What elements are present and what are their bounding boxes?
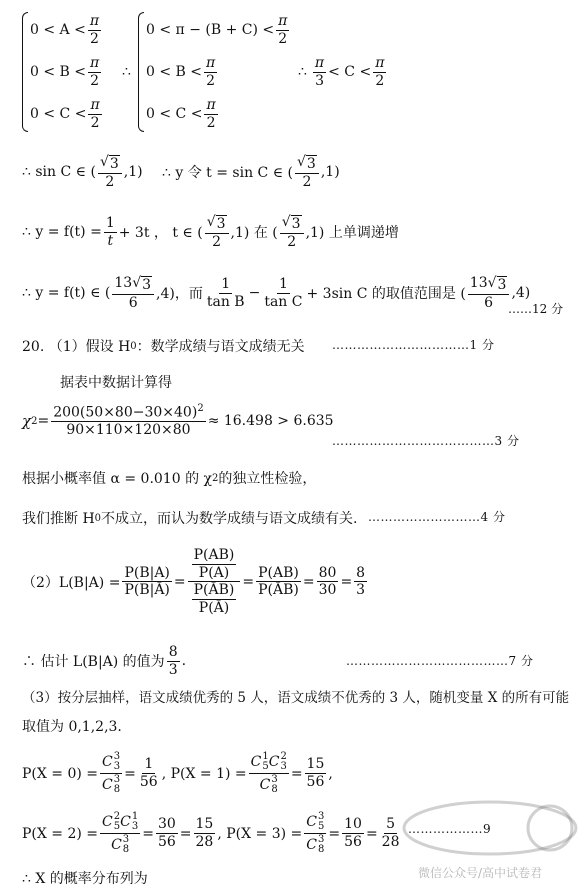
c: C <box>111 836 122 853</box>
30-over-56 <box>156 817 178 849</box>
num: 8 <box>356 564 366 581</box>
sinc-post: ,1) <box>123 164 143 181</box>
sinc-pre: ∴ sin C ∈ ( <box>22 164 96 181</box>
calc-label: 据表中数据计算得 <box>60 375 172 391</box>
one-over-tanb <box>205 277 247 309</box>
den: 2 <box>287 234 297 251</box>
c: C <box>306 836 317 853</box>
chi-result: ≈ 16.498 > 6.635 <box>207 413 334 430</box>
den: 3 <box>356 582 366 599</box>
15-over-56 <box>305 757 327 789</box>
pi-over-2 <box>373 56 386 88</box>
fr-line <box>22 276 530 311</box>
num: π <box>375 55 385 71</box>
pi-over-2 <box>88 98 101 130</box>
8-over-3 <box>167 645 180 677</box>
fr-pre: ∴ y = f(t) ∈ ( <box>22 285 111 302</box>
chi-sup: 2 <box>212 472 219 484</box>
sqrt3-over-2: √ 3 2 <box>205 215 229 250</box>
ft-post: ,1) 上单调递增 <box>305 225 399 242</box>
c-range-mid: < C < <box>328 64 372 81</box>
den: 2 <box>302 174 312 191</box>
den: 28 <box>381 834 400 850</box>
sup: 3 <box>113 774 121 785</box>
5-over-28 <box>380 817 402 849</box>
num: 3 <box>306 156 316 172</box>
sub: 5 <box>318 821 325 832</box>
den: 2 <box>206 114 216 131</box>
c: C <box>102 776 113 793</box>
chi-num: 200(50×80−30×40) <box>53 404 198 421</box>
num: 15 <box>195 816 214 833</box>
ineq-a-text: 0 < A < <box>30 22 86 39</box>
sup: 3 <box>271 774 278 785</box>
num: π <box>206 55 216 71</box>
score-9: ………………9 <box>408 822 492 836</box>
watermark-logo <box>400 798 580 858</box>
therefore-1: ∴ <box>122 64 131 80</box>
watermark-text: 微信公众号/高中试卷君 <box>418 866 543 880</box>
sup: 1 <box>262 751 269 762</box>
c52c31-over-c83 <box>100 812 140 855</box>
num: 15 <box>306 756 325 773</box>
num: 1 <box>278 276 288 293</box>
c: C <box>102 813 113 830</box>
den: 2 <box>90 72 100 89</box>
eq: = <box>37 413 50 430</box>
estimate-line <box>22 645 186 677</box>
sub: 3 <box>113 761 121 772</box>
den: 2 <box>206 72 216 89</box>
sup: 1 <box>131 811 139 822</box>
let-t <box>162 155 340 190</box>
den: 2 <box>212 234 222 251</box>
fr-end: ,4) <box>511 285 531 302</box>
ineq-b-text: 0 < B < <box>30 64 87 81</box>
num: 3 <box>291 216 301 232</box>
distribution-label: ∴ X 的概率分布列为 <box>22 871 148 887</box>
part2-line: （2）L(B|A) = $\frac{P(B|A)}{P(B|Ā)}$ = $\frac{\frac{P(AB)}{P(A)}}{\frac{P(ĀB)}{P(Ā)}}$ = $\frac{P(AB)}{P(ĀB)}$ = $\frac{80}{30}$ = $\frac{8}{3}$ <box>22 547 366 617</box>
den: 6 <box>484 295 494 312</box>
den: P(B|Ā) <box>124 582 170 599</box>
sup: 3 <box>318 834 325 845</box>
den: 2 <box>105 174 115 191</box>
den: P(ĀB) <box>258 582 299 599</box>
chi: χ <box>22 412 32 431</box>
10-over-56 <box>342 817 364 849</box>
pab-over-pabn <box>256 566 301 598</box>
pabn: P(ĀB) <box>193 582 235 599</box>
part3-b: 取值为 0,1,2,3. <box>22 719 122 735</box>
one-over-tanc <box>262 277 304 309</box>
num: 1 <box>105 215 115 232</box>
den: 28 <box>195 834 214 850</box>
den: t <box>107 232 114 249</box>
system-brace-1 <box>22 12 28 132</box>
px2: P(X = 2) = <box>22 825 99 842</box>
den: tan B <box>206 293 245 310</box>
sup: 3 <box>113 751 121 762</box>
q20-part1 <box>22 336 305 356</box>
thirteen: 13 <box>114 275 133 291</box>
num: 30 <box>157 816 176 833</box>
den: 3 <box>315 72 324 89</box>
sub: 8 <box>271 784 278 795</box>
fr-tail: + 3sin C 的取值范围是 ( <box>306 286 466 303</box>
alpha-a: 根据小概率值 α = 0.010 的 χ <box>22 471 212 487</box>
num: 8 <box>168 644 178 660</box>
den: 3 <box>168 661 178 678</box>
pi-over-2 <box>88 14 101 46</box>
q20-part1-a: 20. （1）假设 H <box>22 339 131 355</box>
ft-mid: + 3t ， t ∈ ( <box>118 225 203 242</box>
ineq2-b <box>146 56 219 88</box>
thirteen: 13 <box>469 275 488 291</box>
score-1: ……………………………1 分 <box>332 338 495 352</box>
ft-in: ,1) 在 ( <box>230 225 278 242</box>
sqrt3-over-2: √ 3 2 <box>295 155 319 190</box>
13sqrt3-over-6: 13 √ 3 6 <box>112 276 154 311</box>
score-12: ……12 分 <box>508 302 564 316</box>
ineq2-a-text: 0 < π − (B + C) < <box>146 22 275 39</box>
px1: , P(X = 1) = <box>161 765 247 782</box>
den: 56 <box>139 774 158 790</box>
system-brace-2 <box>138 12 144 132</box>
pba-over-pbna <box>122 566 171 598</box>
px1-end: , <box>328 765 333 782</box>
c: C <box>120 813 131 830</box>
chi-fraction <box>51 404 205 438</box>
c: C <box>268 753 280 770</box>
15-over-28 <box>194 817 216 849</box>
num: 10 <box>344 816 362 833</box>
den: 2 <box>375 72 385 89</box>
ineq2-a <box>146 14 291 46</box>
num: 3 <box>216 216 226 232</box>
sub: 5 <box>262 761 269 772</box>
den: 2 <box>278 30 288 47</box>
q20-part1-b: ：数学成绩与语文成绩无关 <box>136 339 305 355</box>
pi-over-2 <box>276 14 289 46</box>
c: C <box>250 753 262 770</box>
sub: 8 <box>318 844 325 855</box>
p2-pre: （2）L(B|A) = <box>22 574 121 591</box>
chi-sup: 2 <box>31 415 38 427</box>
est-b: . <box>181 653 187 670</box>
num: π <box>90 55 100 71</box>
c: C <box>259 776 271 793</box>
den: 6 <box>128 295 138 312</box>
c51c32-over-c83 <box>249 752 289 795</box>
den: 56 <box>344 834 362 850</box>
let-pre: ∴ y 令 t = sin C ∈ ( <box>162 165 293 182</box>
pna: P(Ā) <box>198 600 230 617</box>
sub: 8 <box>122 844 130 855</box>
px3: , P(X = 3) = <box>217 825 303 842</box>
num: P(AB) <box>258 564 299 581</box>
sqrt3-over-2: √ 3 2 <box>98 155 122 190</box>
den: tan C <box>264 293 303 310</box>
num: 5 <box>386 816 396 833</box>
pi-over-2 <box>204 98 217 130</box>
h0-sub: 0 <box>130 340 137 352</box>
pi-over-2 <box>204 56 217 88</box>
infer-a: 我们推断 H <box>22 511 95 527</box>
sup: 2 <box>280 751 287 762</box>
sqrt3-over-2: √ 3 2 <box>280 215 304 250</box>
score-4: ………………………4 分 <box>368 510 506 524</box>
ineq-c <box>30 98 104 130</box>
num: π <box>206 97 216 113</box>
num: 1 <box>144 756 154 773</box>
chi-square-line <box>22 404 334 438</box>
ineq2-c <box>146 98 220 130</box>
sub: 8 <box>113 784 121 795</box>
watermark-logo-icon <box>400 798 580 858</box>
h0-sub: 0 <box>94 512 102 524</box>
sqrt-arg: 3 <box>142 277 152 293</box>
ft-pre: ∴ y = f(t) = <box>22 224 102 241</box>
px23-line: P(X = 2) = C 2 5 C 1 3 C 3 8 = $\frac{30}{56}$ = $\frac{15}{28}$ , P(X = 3) = C 3 5 C 3 8 = $\frac{10}{56}$ = $\frac{5}{28}$ <box>22 811 400 855</box>
num: 3 <box>109 156 119 172</box>
den: 2 <box>90 114 100 131</box>
den: 56 <box>306 774 325 790</box>
fr-mid: ,4)，而 <box>156 286 203 303</box>
pi-over-3 <box>313 56 326 88</box>
sqrt-arg: 3 <box>497 277 507 293</box>
score-3: …………………………………3 分 <box>332 434 520 448</box>
therefore: ∴ <box>298 64 307 81</box>
80-over-30 <box>317 566 339 598</box>
sub: 3 <box>131 821 139 832</box>
ineq2-b-text: 0 < B < <box>146 64 203 81</box>
c: C <box>102 753 113 770</box>
pi-over-2 <box>88 56 101 88</box>
minus: − <box>248 285 261 302</box>
ineq-c-text: 0 < C < <box>30 106 87 123</box>
den: 30 <box>318 582 337 599</box>
compound-fraction <box>188 548 241 616</box>
c: C <box>306 813 317 830</box>
chi-num-sup: 2 <box>197 403 204 414</box>
13sqrt3-over-6: 13 √ 3 6 <box>468 276 510 311</box>
num: π <box>314 55 325 71</box>
sup: 3 <box>122 834 130 845</box>
let-post: ,1) <box>320 164 340 181</box>
part3-a: （3）按分层抽样，语文成绩优秀的 5 人，语文成绩不优秀的 3 人，随机变量 X 的所有可能 <box>22 690 570 706</box>
num: π <box>89 13 100 29</box>
sup: 3 <box>318 811 325 822</box>
pab: P(AB) <box>193 547 235 563</box>
1-over-56 <box>138 757 160 789</box>
c33-over-c83 <box>100 752 122 795</box>
ineq2-c-text: 0 < C < <box>146 106 203 123</box>
sub: 3 <box>280 761 287 772</box>
num: 80 <box>318 564 337 581</box>
sup: 2 <box>113 811 121 822</box>
one-over-t <box>104 216 117 248</box>
ft-line <box>22 215 399 250</box>
sinc-range <box>22 155 143 190</box>
ineq-b <box>30 56 103 88</box>
infer-line <box>22 508 358 528</box>
px0: P(X = 0) = <box>22 765 99 782</box>
c-range <box>298 56 388 88</box>
chi-den: 90×110×120×80 <box>66 422 191 439</box>
alpha-line <box>22 468 316 488</box>
score-7: …………………………………7 分 <box>346 654 534 668</box>
num: 1 <box>221 276 231 293</box>
den: 2 <box>89 30 99 47</box>
ineq-a <box>30 14 103 46</box>
c53-over-c83 <box>304 812 326 855</box>
infer-b: 不成立，而认为数学成绩与语文成绩有关. <box>101 511 358 527</box>
px01-line: P(X = 0) = C 3 3 C 3 8 = $\frac{1}{56}$ , P(X = 1) = C 1 5 C 2 3 C 3 8 = $\frac{15}{56}$ , <box>22 751 333 795</box>
den: 56 <box>157 834 176 850</box>
8-over-3 <box>354 566 367 598</box>
num: π <box>278 13 288 29</box>
num: π <box>90 97 100 113</box>
num: P(B|A) <box>124 564 170 581</box>
pa: P(A) <box>198 564 230 581</box>
sub: 5 <box>113 821 121 832</box>
est-a: ∴ 估计 L(B|A) 的值为 <box>22 654 165 671</box>
alpha-b: 的独立性检验， <box>218 471 317 487</box>
